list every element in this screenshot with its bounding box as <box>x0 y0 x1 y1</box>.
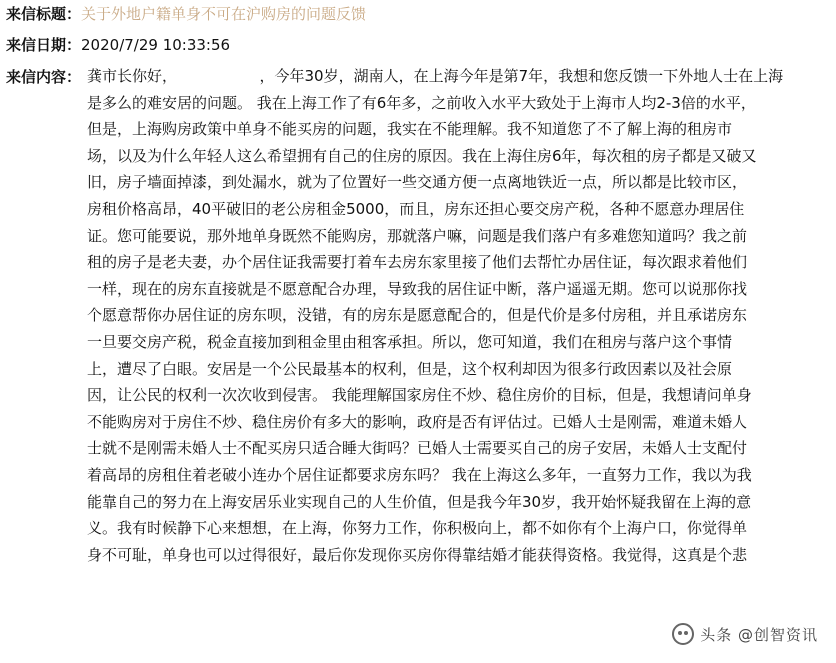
letter-content <box>87 63 812 568</box>
content-line: 证。您可能要说，那外地单身既然不能购房，那就落户嘛，问题是我们落户有多难您知道吗？我之前 <box>87 226 748 245</box>
content-label: 来信内容： <box>6 68 82 86</box>
content-line: 士就不是刚需未婚人士不配买房只适合睡大街吗？已婚人士需要买自己的房子安居，未婚人士支配付 <box>87 439 748 458</box>
title-label: 来信标题： <box>6 5 82 23</box>
content-line: 着高昂的房租住着老破小连办个居住证都要求房东吗？ 我在上海这么多年，一直努力工作，我以为我 <box>87 465 752 484</box>
content-line: 个愿意帮你办居住证的房东呗，没错，有的房东是愿意配合的，但是代价是多付房租，并且承诺房东 <box>87 306 748 325</box>
letter-date-row <box>6 34 230 56</box>
content-line: 旧，房子墙面掉漆，到处漏水，就为了位置好一些交通方便一点离地铁近一点，所以都是比较市区， <box>87 173 748 192</box>
watermark-text: 头条 @创智资讯 <box>700 625 818 644</box>
date-value: 2020/7/29 10:33:56 <box>81 36 231 54</box>
letter-title-row <box>6 3 366 25</box>
content-line: 能靠自己的努力在上海安居乐业实现自己的人生价值，但是我今年30岁，我开始怀疑我留在上海的意 <box>87 492 752 511</box>
title-value: 关于外地户籍单身不可在沪购房的问题反馈 <box>81 5 367 23</box>
date-label: 来信日期： <box>6 36 82 54</box>
watermark <box>668 621 822 647</box>
content-line: 但是，上海购房政策中单身不能买房的问题，我实在不能理解。我不知道您了不了解上海的租房市 <box>87 120 733 139</box>
content-line: 义。我有时候静下心来想想，在上海，你努力工作，你积极向上，都不如你有个上海户口，你觉得单 <box>87 519 748 538</box>
content-line: 租的房子是老夫妻，办个居住证我需要打着车去房东家里接了他们去帮忙办居住证，每次跟求着他们 <box>87 253 748 272</box>
content-line: 是多么的难安居的问题。 我在上海工作了有6年多，之前收入水平大致处于上海市人均2-3倍的水平， <box>87 93 756 112</box>
content-line: 房租价格高昂，40平破旧的老公房租金5000，而且，房东还担心要交房产税，各种不愿意办理居住 <box>87 199 745 218</box>
content-line: 场，以及为什么年轻人这么希望拥有自己的住房的原因。我在上海住房6年，每次租的房子都是又破又 <box>87 146 757 165</box>
content-line: 上，遭尽了白眼。安居是一个公民最基本的权利，但是，这个权利却因为很多行政因素以及社会原 <box>87 359 733 378</box>
content-line: 一样，现在的房东直接就是不愿意配合办理，导致我的居住证中断，落户遥遥无期。您可以说那你找 <box>87 279 748 298</box>
content-line: 身不可耻，单身也可以过得很好，最后你发现你买房你得靠结婚才能获得资格。我觉得，这真是个悲 <box>87 545 748 564</box>
content-line: 因，让公民的权利一次次收到侵害。 我能理解国家房住不炒、稳住房价的目标，但是，我想请问单身 <box>87 386 752 405</box>
content-line: 龚市长你好， ，今年30岁，湖南人，在上海今年是第7年，我想和您反馈一下外地人士在上海 <box>87 67 784 85</box>
toutiao-logo-icon <box>672 623 694 645</box>
content-line: 不能购房对于房住不炒、稳住房价有多大的影响，政府是否有评估过。已婚人士是刚需，难道未婚人 <box>87 412 748 431</box>
content-line: 一旦要交房产税，税金直接加到租金里由租客承担。所以，您可知道，我们在租房与落户这个事情 <box>87 332 733 351</box>
